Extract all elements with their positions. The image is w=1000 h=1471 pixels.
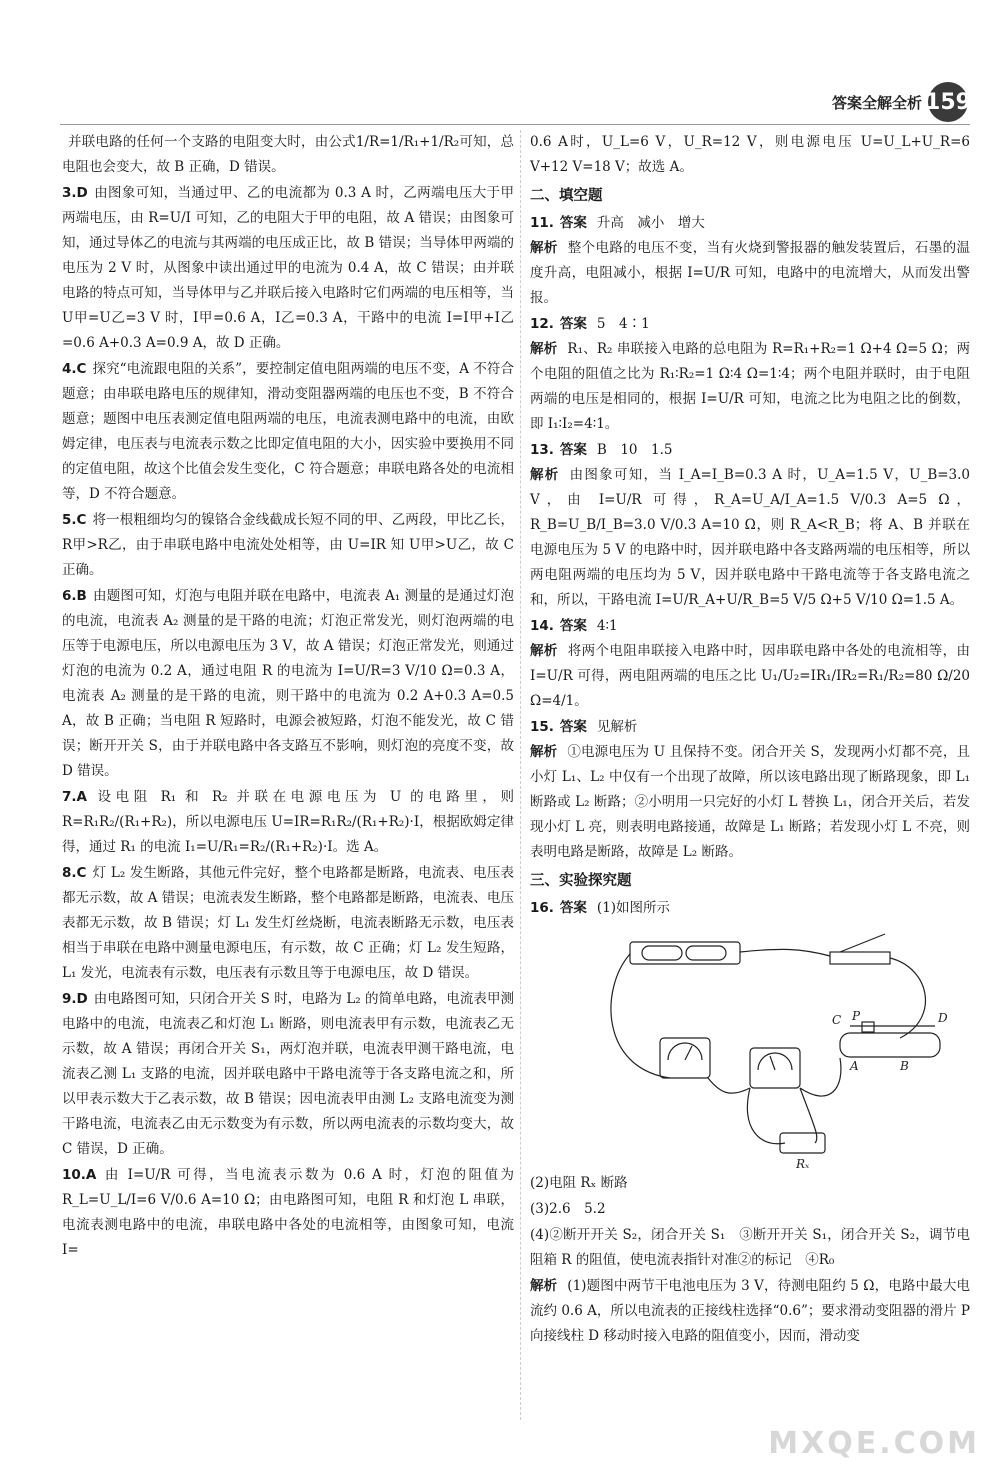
answer-item: 7.A 设电阻 R₁ 和 R₂ 并联在电源电压为 U 的电路里，则 R=R₁R₂/(R₁+R₂)，所以电源电压 U=IR=R₁R₂/(R₁+R₂)·I，根据欧姆定律得，通过 R₁ 的电流 I₁=U/R₁=R₂/(R₁+R₂)·I。选 A。 [62,789,514,855]
answer-item: 6.B 由题图可知，灯泡与电阻并联在电路中，电流表 A₁ 测量的是通过灯泡的电流，电流表 A₂ 测量的是干路的电流；灯泡正常发光，则灯泡两端的电压等于电源电压，所以电源电压为 3 V，故 A 错误；灯泡正常发光，则通过灯泡的电流为 0.2 A，通过电阻 R 的电流为 I=U/R=3 V/10 Ω=0.3 A，电流表 A₂ 测量的是干路的电流，则干路中的电流为 0.2 A+0.3 A=0.5 A，故 B 正确；当电阻 R 短路时，电源会被短路，灯泡不能发光，故 C 错误；断开开关 S，由于并联电路中各支路互不影响，则灯泡的亮度不变，故 D 错误。 [62,588,514,779]
answer-item: 9.D 由电路图可知，只闭合开关 S 时，电路为 L₂ 的简单电路，电流表甲测电路中的电流，电流表乙和灯泡 L₁ 断路，则电流表甲有示数，电流表乙无示数，故 A 错误；再闭合开关 S₁，两灯泡并联，电流表甲测干路电流，电流表乙测 L₁ 支路的电流，因并联电路中干路电流等于各支路电流之和，所以甲表示数大于乙表示数，故 B 错误；因电流表甲由测 L₂ 支路电流变为测干路电流，电流表乙由无示数变为有示数，所以两电流表的示数均变大，故 C 错误，D 正确。 [62,991,514,1157]
resistor-icon [780,1133,825,1153]
header-title: 答案全解全析 [831,93,922,112]
header-divider [60,124,970,125]
fill-item: 11. 答案 升高 减小 增大 解析 整个电路的电压不变，当有火烧到警报器的触发装置后，石墨的温度升高，电阻减小，根据 I=U/R 可知，电路中的电流增大，从而发出警报。 [530,215,971,306]
answer-item: 10.A 由 I=U/R 可得，当电流表示数为 0.6 A 时，灯泡的阻值为 R_L=U_L/I=6 V/0.6 A=10 Ω；由电路图可知，电阻 R 和灯泡 L 串联，电流表测电路中的电流，串联电路中各处的电流相等，由图象可知，电流 I= [62,1167,514,1258]
fill-item: 13. 答案 B 10 1.5 解析 由图象可知，当 I_A=I_B=0.3 A 时，U_A=1.5 V，U_B=3.0 V，由 I=U/R 可得，R_A=U_A/I_A=1.5 V/0.3 A=5 Ω，R_B=U_B/I_B=3.0 V/0.3 A=10 Ω，则 R_A<R_B；将 A、B 并联在电源电压为 5 V 的电路中时，因并联电路中各支路两端的电压相等，所以两电阻两端的电压均为 5 V，因并联电路中干路电流等于各支路电流之和，所以，干路电流 I=U/R_A+U/R_B=5 V/5 Ω+5 V/10 Ω=1.5 A。 [530,442,971,608]
wire [740,949,830,956]
page-number-badge: 159 [928,82,968,122]
section-heading-experiment: 三、实验探究题 [530,873,632,889]
answer-item: 5.C 将一根粗细均匀的镍铬合金线截成长短不同的甲、乙两段，甲比乙长，R甲>R乙，由于串联电路中电流处处相等，由 U=IR 知 U甲>U乙，故 C 正确。 [62,512,514,578]
switch-icon [830,952,890,964]
experiment-item: 16. 答案 (1)如图所示 [530,900,671,916]
section-heading-fill: 二、填空题 [530,188,603,204]
terminal-label-b: B [900,1059,909,1073]
circuit-diagram [600,928,960,1171]
ammeter-icon [660,1038,710,1078]
answer-item: 3.D 由图象可知，当通过甲、乙的电流都为 0.3 A 时，乙两端电压大于甲两端电压，由 R=U/I 可知，乙的电阻大于甲的电阻，故 A 错误；由图象可知，通过导体乙的电流与其两端的电压成正比，故 B 错误；当导体甲两端的电压为 2 V 时，从图象中读出通过甲的电流为 0.4 A，故 C 错误；由并联电路的特点可知，当导体甲与乙并联后接入电路时它们两端的电压相等，当 U甲=U乙=3 V 时，I甲=0.6 A，I乙=0.3 A，干路中的电流 I=I甲+I乙=0.6 A+0.3 A=0.9 A，故 D 正确。 [62,185,514,351]
right-column [530,130,970,1350]
answer-item: 并联电路的任何一个支路的电阻变大时，由公式1/R=1/R₁+1/R₂可知，总电阻也会变大，故 B 正确，D 错误。 [62,134,514,175]
voltmeter-icon [750,1048,800,1088]
column-divider [520,130,521,1420]
page-header [831,82,971,122]
wire [800,1088,817,1143]
resistor-label: Rₓ [796,1157,810,1171]
fill-item: 14. 答案 4∶1 解析 将两个电阻串联接入电路中时，因串联电路中各处的电流相等，由 I=U/R 可得，两电阻两端的电压之比 U₁/U₂=IR₁/IR₂=R₁/R₂=80 Ω/20 Ω=4/1。 [530,618,971,709]
battery-icon [630,942,740,964]
terminal-label-p: P [852,1009,861,1023]
answer-item: 8.C 灯 L₂ 发生断路，其他元件完好，整个电路都是断路，电流表、电压表都无示数，故 A 错误；电流表发生断路，整个电路都是断路，电流表、电压表都无示数，故 B 错误；灯 L₁ 发生灯丝烧断，电流表断路无示数，电压表相当于串联在电路中测量电源电压，有示数，故 C 正确；灯 L₂ 发生短路，L₁ 发光，电流表有示数，电压表有示数且等于电源电压，故 D 错误。 [62,865,514,981]
watermark-logo: MXQE.COM [768,1426,980,1461]
answer-item: 4.C 探究“电流跟电阻的关系”，要控制定值电阻两端的电压不变，A 不符合题意；由串联电路电压的规律知，滑动变阻器两端的电压也不变，B 不符合题意；题图中电压表测定值电阻两端的电压，电流表测电路中的电流，由欧姆定律，电压表与电流表示数之比即定值电阻的大小，因实验中要换用不同的定值电阻，故这个比值会发生变化，C 符合题意；串联电路各处的电流相等，D 不符合题意。 [62,361,514,502]
experiment-part-4: (4)②断开开关 S₂，闭合开关 S₁ ③断开开关 S₁，闭合开关 S₂，调节电阻箱 R 的阻值，使电流表指针对准②的标记 ④R₀ [530,1227,970,1268]
wire [611,954,670,1078]
continuation-text: 0.6 A时，U_L=6 V，U_R=12 V，则电源电压 U=U_L+U_R=6 V+12 V=18 V；故选 A。 [530,134,970,175]
fill-item: 12. 答案 5 4∶1 解析 R₁、R₂ 串联接入电路的总电阻为 R=R₁+R₂=1 Ω+4 Ω=5 Ω；两个电阻的阻值之比为 R₁∶R₂=1 Ω∶4 Ω=1∶4；两个电阻并联时，由于电阻两端的电压是相同的，根据 I=U/R 可知，电流之比为电阻之比的倒数，即 I₁∶I₂=4∶1。 [530,316,970,432]
fill-item: 15. 答案 见解析 解析 ①电源电压为 U 且保持不变。闭合开关 S，发现两小灯都不亮，且小灯 L₁、L₂ 中仅有一个出现了故障，所以该电路出现了断路现象，即 L₁ 断路或 L₂ 断路；②小明用一只完好的小灯 L 替换 L₁，闭合开关后，若发现小灯 L 亮，则表明电路接通，故障是 L₁ 断路；若发现小灯 L 不亮，则表明电路是断路，故障是 L₂ 断路。 [530,719,970,860]
experiment-part-2: (2)电阻 Rₓ 断路 [530,1175,628,1191]
terminal-label-c: C [832,1013,842,1027]
wire [800,1058,841,1096]
terminal-label-d: D [938,1011,948,1025]
rheostat-icon [840,1033,940,1057]
left-column [62,130,514,1264]
terminal-label-a: A [850,1059,859,1073]
wire [747,1088,785,1144]
wire [708,1078,750,1093]
experiment-analysis: 解析 (1)题图中两节干电池电压为 3 V，待测电阻约 5 Ω，电路中最大电流约 0.6 A，所以电流表的正接线柱选择“0.6”；要求滑动变阻器的滑片 P 向接线柱 D 移动时接入电路的阻值变小，因而，滑动变 [530,1278,970,1344]
experiment-part-3: (3)2.6 5.2 [530,1201,606,1217]
